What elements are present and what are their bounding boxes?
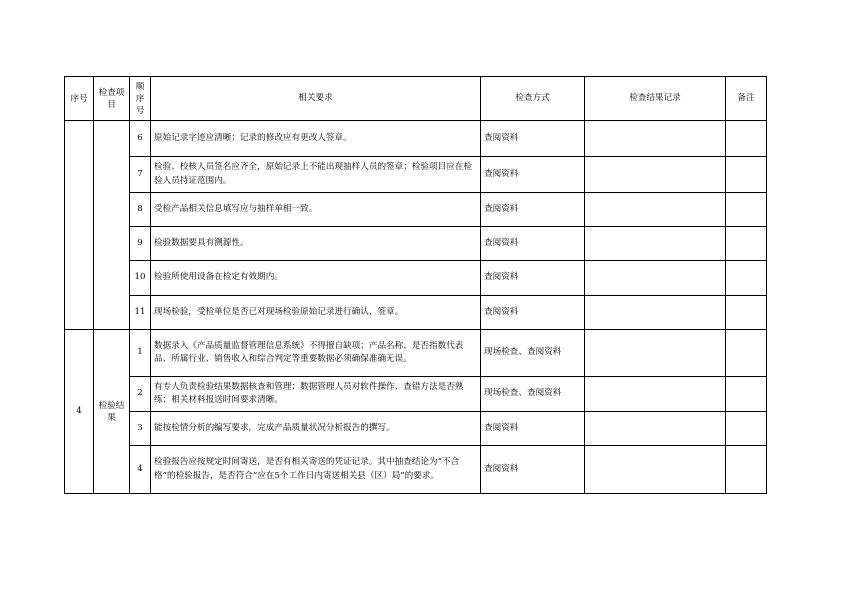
order-cell: 2 xyxy=(130,377,151,412)
table-row xyxy=(65,227,767,261)
requirement-cell: 检验、校核人员签名应齐全，原始记录上不能出现抽样人员的签章；检验项目应在检验人员持证范围内。 xyxy=(151,157,481,193)
table-row xyxy=(65,193,767,227)
method-cell: 现场检查、查阅资料 xyxy=(481,330,585,377)
record-cell[interactable] xyxy=(585,157,726,193)
inspection-table xyxy=(64,76,767,494)
table-row xyxy=(65,261,767,296)
table-row xyxy=(65,330,767,377)
requirement-cell: 数据录入《产品质量监督管理信息系统》不得擅自缺项；产品名称、是否指数代表品、所属行业、销售收入和综合判定等重要数据必须确保准确无误。 xyxy=(151,330,481,377)
record-cell[interactable] xyxy=(585,227,726,261)
note-cell[interactable] xyxy=(726,330,767,377)
requirement-cell: 检验数据要具有溯源性。 xyxy=(151,227,481,261)
header-requirement: 相关要求 xyxy=(151,77,481,121)
note-cell[interactable] xyxy=(726,412,767,446)
table-row xyxy=(65,377,767,412)
order-cell: 3 xyxy=(130,412,151,446)
record-cell[interactable] xyxy=(585,121,726,157)
method-cell: 查阅资料 xyxy=(481,193,585,227)
requirement-cell: 检验所使用设备在检定有效期内。 xyxy=(151,261,481,296)
method-cell: 查阅资料 xyxy=(481,412,585,446)
requirement-cell: 受检产品相关信息填写应与抽样单相一致。 xyxy=(151,193,481,227)
method-cell: 查阅资料 xyxy=(481,227,585,261)
seq-cell: 4 xyxy=(65,330,94,494)
order-cell: 10 xyxy=(130,261,151,296)
record-cell[interactable] xyxy=(585,377,726,412)
table-row xyxy=(65,121,767,157)
note-cell[interactable] xyxy=(726,157,767,193)
header-record: 检查结果记录 xyxy=(585,77,726,121)
header-order: 顺序号 xyxy=(130,77,151,121)
order-cell: 6 xyxy=(130,121,151,157)
table-row xyxy=(65,412,767,446)
record-cell[interactable] xyxy=(585,330,726,377)
record-cell[interactable] xyxy=(585,296,726,330)
method-cell: 查阅资料 xyxy=(481,261,585,296)
order-cell: 8 xyxy=(130,193,151,227)
requirement-cell: 能按检情分析的编写要求，完成产品质量状况分析报告的撰写。 xyxy=(151,412,481,446)
header-item: 检查项目 xyxy=(94,77,130,121)
order-cell: 4 xyxy=(130,446,151,494)
method-cell: 查阅资料 xyxy=(481,121,585,157)
record-cell[interactable] xyxy=(585,193,726,227)
order-cell: 7 xyxy=(130,157,151,193)
method-cell: 查阅资料 xyxy=(481,157,585,193)
table-row xyxy=(65,446,767,494)
note-cell[interactable] xyxy=(726,261,767,296)
header-seq: 序号 xyxy=(65,77,94,121)
note-cell[interactable] xyxy=(726,446,767,494)
method-cell: 查阅资料 xyxy=(481,296,585,330)
requirement-cell: 有专人负责检验结果数据核查和管理；数据管理人员对软件操作、查错方法是否熟练；相关材料报送时间要求清晰。 xyxy=(151,377,481,412)
note-cell[interactable] xyxy=(726,121,767,157)
table-row xyxy=(65,296,767,330)
order-cell: 9 xyxy=(130,227,151,261)
table-row xyxy=(65,157,767,193)
requirement-cell: 原始记录字迹应清晰；记录的修改应有更改人签章。 xyxy=(151,121,481,157)
header-note: 备注 xyxy=(726,77,767,121)
method-cell: 现场检查、查阅资料 xyxy=(481,377,585,412)
note-cell[interactable] xyxy=(726,296,767,330)
note-cell[interactable] xyxy=(726,377,767,412)
record-cell[interactable] xyxy=(585,261,726,296)
note-cell[interactable] xyxy=(726,193,767,227)
requirement-cell: 现场检验，受检单位是否已对现场检验原始记录进行确认、签章。 xyxy=(151,296,481,330)
seq-cell xyxy=(65,121,94,330)
header-row xyxy=(65,77,767,121)
method-cell: 查阅资料 xyxy=(481,446,585,494)
order-cell: 11 xyxy=(130,296,151,330)
item-cell xyxy=(94,121,130,330)
requirement-cell: 检验报告应按规定时间寄送，是否有相关寄送的凭证记录。其中抽查结论为“不合格”的检验报告，是否符合“应在5个工作日内寄送相关县（区）局”的要求。 xyxy=(151,446,481,494)
header-method: 检查方式 xyxy=(481,77,585,121)
note-cell[interactable] xyxy=(726,227,767,261)
record-cell[interactable] xyxy=(585,446,726,494)
record-cell[interactable] xyxy=(585,412,726,446)
item-cell: 检验结果 xyxy=(94,330,130,494)
order-cell: 1 xyxy=(130,330,151,377)
